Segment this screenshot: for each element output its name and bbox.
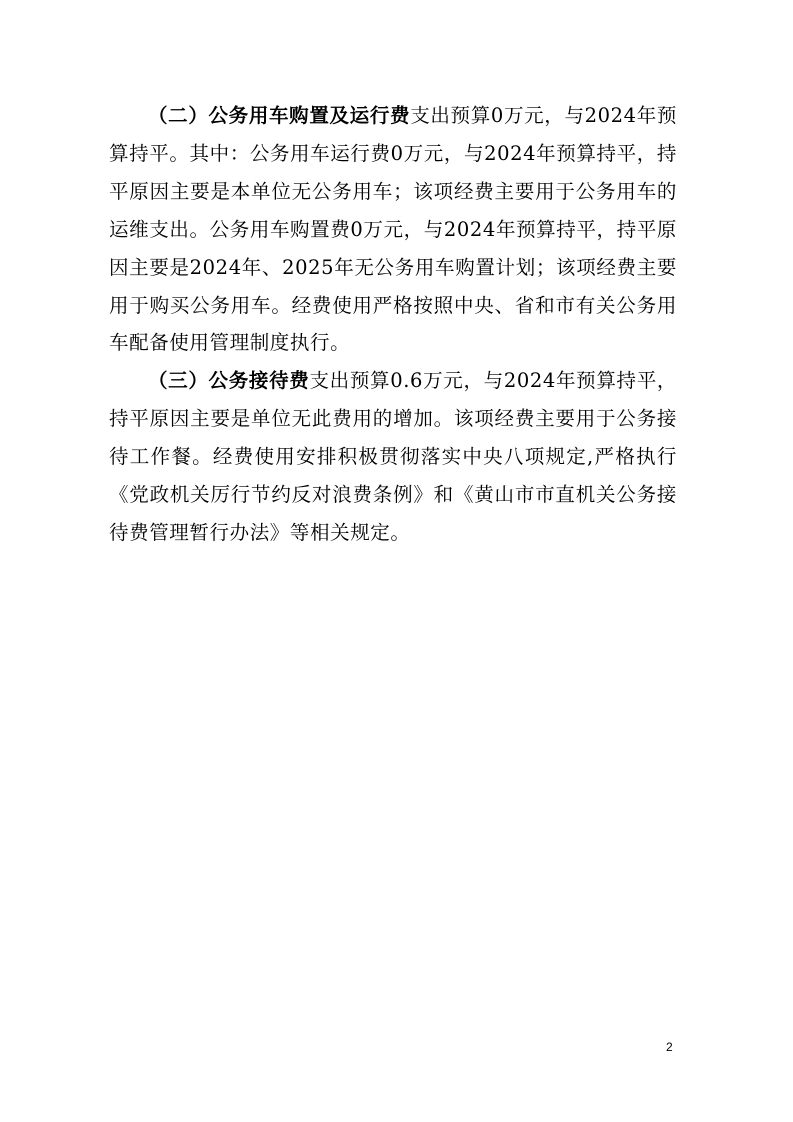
- paragraph-official-reception-expenses: [109, 362, 677, 552]
- paragraph-text-official-vehicle: 支出预算0万元，与2024年预算持平。其中：公务用车运行费0万元，与2024年预算持平，持平原因主要是本单位无公务用车；该项经费主要用于公务用车的运维支出。公务用车购置费0万元，与2024年预算持平，持平原因主要是2024年、2025年无公务用车购置计划；该项经费主要用于购买公务用车。经费使用严格按照中央、省和市有关公务用车配备使用管理制度执行。: [109, 104, 677, 355]
- paragraph-text-official-reception: 支出预算0.6万元，与2024年预算持平，持平原因主要是单位无此费用的增加。该项经费主要用于公务接待工作餐。经费使用安排积极贯彻落实中央八项规定,严格执行《党政机关厉行节约反对浪费条例》和《黄山市市直机关公务接待费管理暂行办法》等相关规定。: [109, 369, 677, 544]
- paragraph-heading-official-reception: （三）公务接待费: [148, 369, 310, 393]
- paragraph-heading-official-vehicle: （二）公务用车购置及运行费: [148, 104, 411, 127]
- page-number: 2: [666, 1040, 673, 1054]
- paragraph-official-vehicle-expenses: [109, 97, 677, 362]
- document-body: [109, 97, 677, 552]
